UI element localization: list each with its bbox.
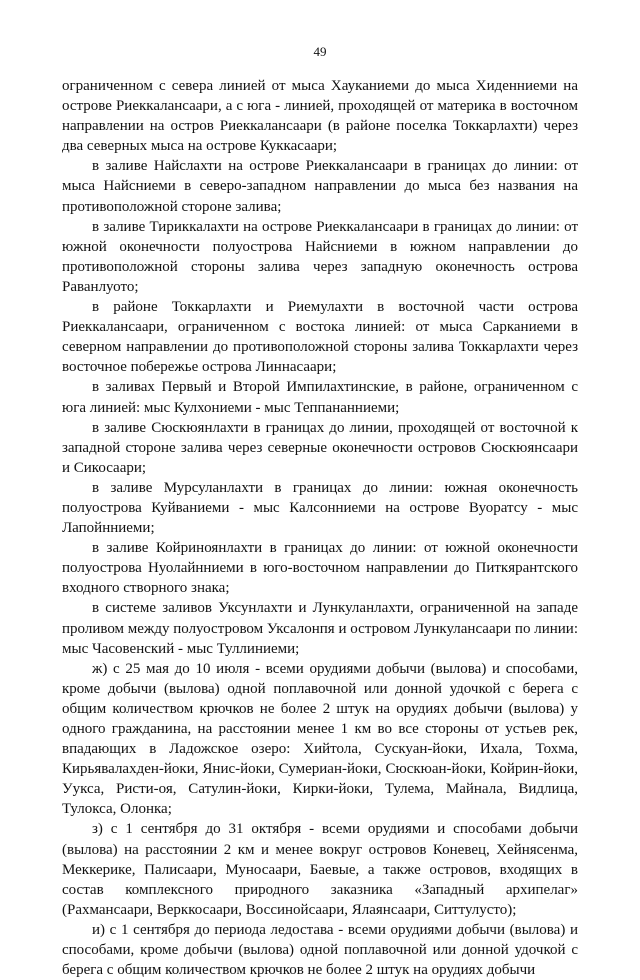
paragraph-11: з) с 1 сентября до 31 октября - всеми орудиями и способами добычи (вылова) на расстоянии 2 км и менее вокруг островов Коневец, Хейнясенма, Меккерике, Палисаари, Муносаари, Баевые, а также островов, входящих в состав комплексного природного заказника «Западный архипелаг» (Рахмансаари, Верккосаари, Воссинойсаари, Ялаянсаари, Ситтулусто); (62, 821, 578, 918)
document-body (62, 76, 578, 980)
paragraph-10: ж) с 25 мая до 10 июля - всеми орудиями добычи (вылова) и способами, кроме добычи (вылова) одной поплавочной или донной удочкой с берега с общим количеством крючков не более 2 штук на орудиях добычи (вылова) у одного гражданина, на расстоянии менее 1 км во все стороны от устьев рек, впадающих в Ладожское озеро: Хийтола, Сускуан-йоки, Ихала, Тохма, Кирьявалахден-йоки, Янис-йоки, Сумериан-йоки, Сюскюан-йоки, Койрин-йоки, Уукса, Ристи-оя, Сатулин-йоки, Кирки-йоки, Тулема, Майнала, Видлица, Тулокса, Олонка; (62, 660, 578, 818)
paragraph-1: ограниченном с севера линией от мыса Хауканиеми до мыса Хиденниеми на острове Риеккалансаари, а с юга - линией, проходящей от материка в восточном направлении на остров Риеккалансаари (в районе поселка Токкарлахти) через два северных мыса на острове Куккасаари; (62, 78, 578, 155)
paragraph-8: в заливе Койриноянлахти в границах до линии: от южной оконечности полуострова Нуолайнниеми в юго-восточном направлении до Питкярантского входного створного знака; (62, 540, 578, 597)
paragraph-4: в районе Токкарлахти и Риемулахти в восточной части острова Риеккалансаари, ограниченном с востока линией: от мыса Сарканиеми в северном направлении до противоположной стороны залива Токкарлахти через восточное побережье острова Линнасаари; (62, 299, 578, 376)
paragraph-12: и) с 1 сентября до периода ледостава - всеми орудиями добычи (вылова) и способами, кроме добычи (вылова) одной поплавочной или донной удочкой с берега с общим количеством крючков не более 2 штук на орудиях добычи (62, 921, 578, 979)
page-number: 49 (313, 44, 327, 59)
paragraph-9: в системе заливов Уксунлахти и Лункуланлахти, ограниченной на западе проливом между полуостровом Уксалонпя и островом Лункулансаари по линии: мыс Часовенский - мыс Туллиниеми; (62, 600, 578, 657)
paragraph-3: в заливе Тириккалахти на острове Риеккалансаари в границах до линии: от южной оконечности полуострова Найсниеми в южном направлении до противоположной стороны залива через западную оконечность острова Раванлуото; (62, 218, 578, 295)
paragraph-5: в заливах Первый и Второй Импилахтинские, в районе, ограниченном с юга линией: мыс Кулхониеми - мыс Теппананниеми; (62, 379, 578, 416)
paragraph-7: в заливе Мурсуланлахти в границах до линии: южная оконечность полуострова Куйваниеми - мыс Калсонниеми на острове Вуоратсу - мыс Лапойнниеми; (62, 479, 578, 537)
paragraph-2: в заливе Найслахти на острове Риеккалансаари в границах до линии: от мыса Найсниеми в северо-западном направлении до мыса без названия на противоположной стороне залива; (62, 158, 578, 215)
paragraph-6: в заливе Сюскюянлахти в границах до линии, проходящей от восточной к западной стороне залива через северные оконечности островов Сюскюянсаари и Сикосаари; (62, 419, 578, 476)
